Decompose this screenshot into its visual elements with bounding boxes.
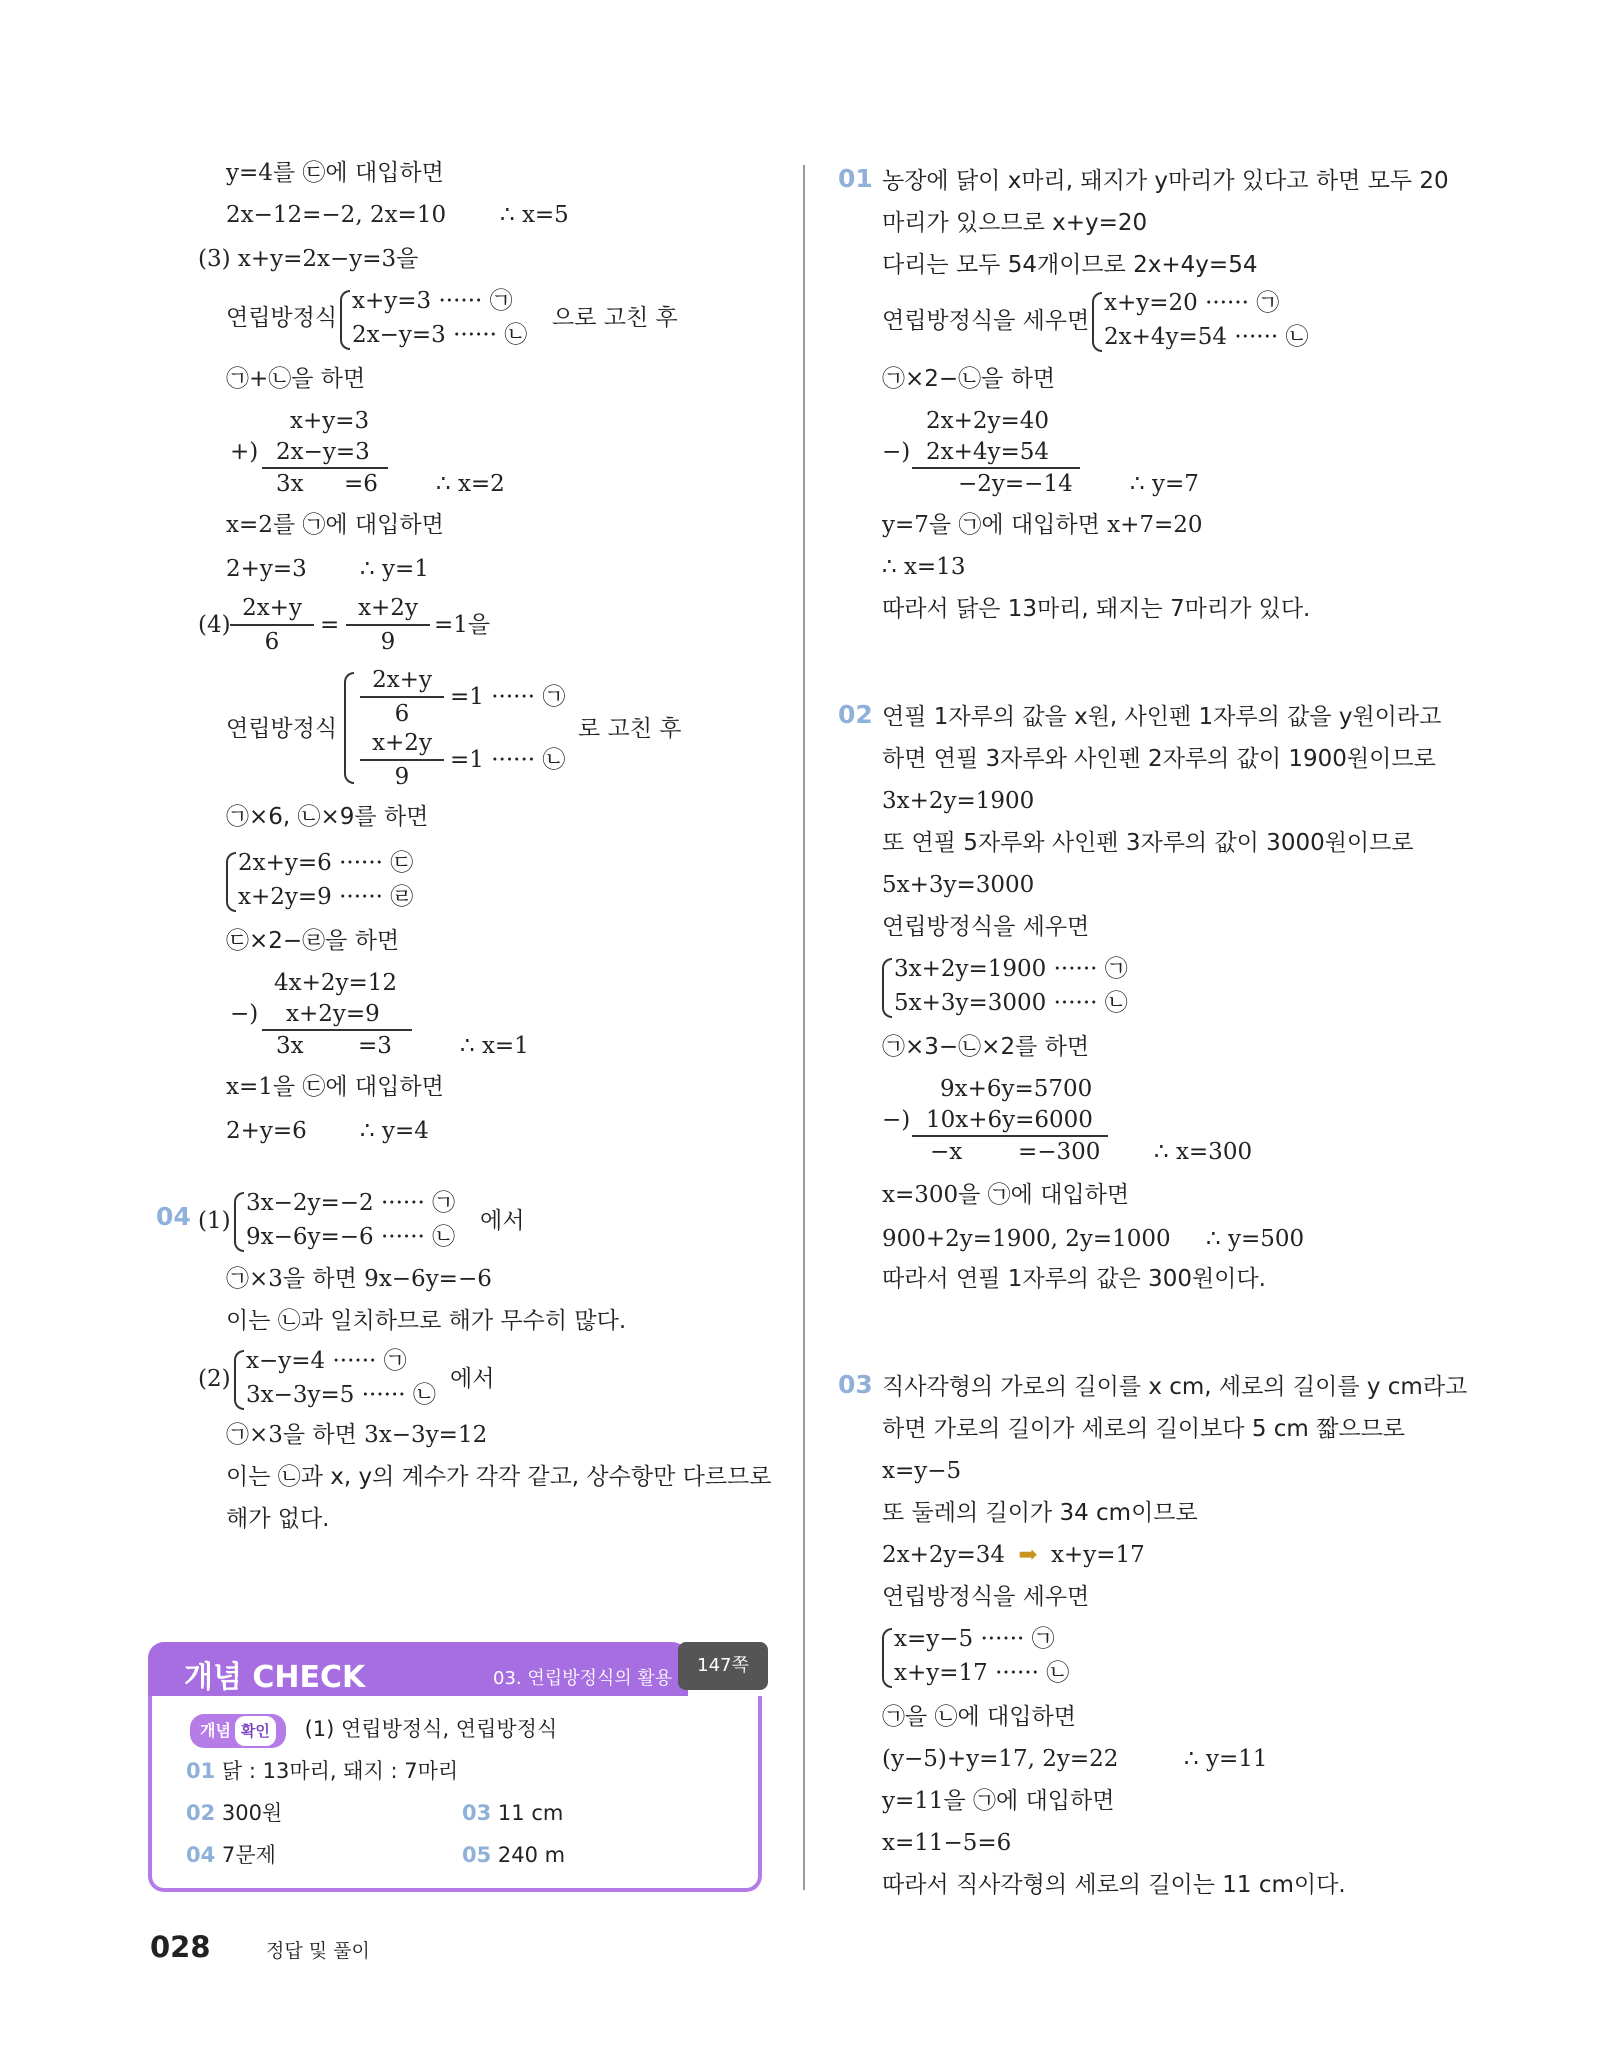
text-line: ㉠을 ㉡에 대입하면 <box>882 1704 1076 1730</box>
numerator: x+2y <box>358 595 418 621</box>
question-number: 04 <box>156 1202 191 1231</box>
equation: x+2y=9 ······ ㉣ <box>238 884 414 910</box>
equation: (y−5)+y=17, 2y=22 <box>882 1746 1119 1772</box>
check-number: 03 <box>462 1801 492 1825</box>
equation: 4x+2y=12 <box>274 970 398 996</box>
text-line: y=4를 ㉢에 대입하면 <box>226 160 444 186</box>
equation: x=y−5 <box>882 1458 962 1484</box>
system-brace <box>882 958 892 1018</box>
text-line: 직사각형의 가로의 길이를 x cm, 세로의 길이를 y cm라고 <box>882 1374 1468 1400</box>
equation: 3x+2y=1900 <box>882 788 1035 814</box>
equation: =6 <box>344 471 378 497</box>
check-item <box>186 1840 276 1870</box>
system-brace <box>234 1350 244 1410</box>
text-line: ∴ x=300 <box>1154 1139 1253 1165</box>
text-line: 2x−12=−2, 2x=10 <box>226 202 447 228</box>
equation: =1을 <box>434 612 491 638</box>
denominator: 6 <box>394 701 410 727</box>
text-line: (3) x+y=2x−y=3을 <box>198 246 419 272</box>
text-line: 연립방정식을 세우면 <box>882 914 1090 940</box>
system-brace <box>344 672 354 784</box>
operator: +) <box>230 439 259 465</box>
text-line: ㉠×2−㉡을 하면 <box>882 366 1056 392</box>
text-line: x=1을 ㉢에 대입하면 <box>226 1074 444 1100</box>
equation: 900+2y=1900, 2y=1000 <box>882 1226 1171 1252</box>
check-title: 개념 CHECK <box>184 1660 366 1695</box>
page-reference: 147쪽 <box>678 1642 768 1690</box>
equation: 2x+4y=54 ······ ㉡ <box>1104 324 1309 350</box>
text-line: ∴ y=1 <box>360 556 429 582</box>
arrow-icon: ➡ <box>1018 1542 1038 1568</box>
operator: −) <box>882 439 911 465</box>
system-brace <box>234 1192 244 1252</box>
text-line: 연립방정식 <box>226 716 338 742</box>
check-answer: 300원 <box>221 1801 283 1825</box>
text-line: ㉠×6, ㉡×9를 하면 <box>226 804 429 830</box>
question-number: 03 <box>838 1370 873 1399</box>
text-line: 연립방정식 <box>226 305 338 331</box>
check-answer: (1) 연립방정식, 연립방정식 <box>304 1717 558 1741</box>
text-line: x=2를 ㉠에 대입하면 <box>226 512 444 538</box>
confirm-badge: 확인 <box>235 1716 276 1746</box>
text-line: ∴ y=500 <box>1206 1226 1305 1252</box>
denominator: 9 <box>380 629 396 655</box>
text-line: 농장에 닭이 x마리, 돼지가 y마리가 있다고 하면 모두 20 <box>882 168 1449 194</box>
equation: 3x−3y=5 ······ ㉡ <box>246 1382 436 1408</box>
concept-check-box <box>148 1642 764 1892</box>
text-line: 따라서 직사각형의 세로의 길이는 11 cm이다. <box>882 1872 1346 1898</box>
text-line: 따라서 닭은 13마리, 돼지는 7마리가 있다. <box>882 596 1311 622</box>
text-line: y=11을 ㉠에 대입하면 <box>882 1788 1115 1814</box>
text-line: 또 둘레의 길이가 34 cm이므로 <box>882 1500 1198 1526</box>
equation: 3x <box>276 471 304 497</box>
equation: =1 ······ ㉡ <box>450 747 566 773</box>
text-line: ∴ x=5 <box>500 202 569 228</box>
section-label: 정답 및 풀이 <box>266 1940 370 1962</box>
system-brace <box>1092 292 1102 352</box>
text-line: ∴ x=2 <box>436 471 505 497</box>
denominator: 9 <box>394 764 410 790</box>
text-line: ㉠+㉡을 하면 <box>226 366 366 392</box>
text-line: 로 고친 후 <box>578 716 682 742</box>
fraction <box>360 666 444 728</box>
check-header <box>148 1642 688 1700</box>
question-number: 02 <box>838 700 873 729</box>
check-answer: 닭 : 13마리, 돼지 : 7마리 <box>221 1759 459 1783</box>
equation: =3 <box>358 1033 392 1059</box>
text-line: ∴ y=7 <box>1130 471 1199 497</box>
text-line: (4) <box>198 612 231 638</box>
text-line: 연립방정식을 세우면 <box>882 1584 1090 1610</box>
text-line: 2+y=3 <box>226 556 307 582</box>
equation: 2x−y=3 <box>276 439 370 465</box>
equation: 5x+3y=3000 <box>882 872 1035 898</box>
column-divider <box>803 165 805 1890</box>
text-line: 해가 없다. <box>226 1506 330 1532</box>
text-line: ∴ y=4 <box>360 1118 429 1144</box>
operator: −) <box>230 1001 259 1027</box>
text-line: 또 연필 5자루와 사인펜 3자루의 값이 3000원이므로 <box>882 830 1414 856</box>
check-item <box>186 1798 282 1828</box>
numerator: 2x+y <box>242 595 302 621</box>
equation: x+y=17 ······ ㉡ <box>894 1660 1070 1686</box>
equation: 3x+2y=1900 ······ ㉠ <box>894 956 1128 982</box>
check-item <box>462 1840 565 1870</box>
text-line: 2+y=6 <box>226 1118 307 1144</box>
equation: −x <box>930 1139 963 1165</box>
equation: 2x+y=6 ······ ㉢ <box>238 850 414 876</box>
concept-badge: 개념 확인 <box>190 1714 286 1748</box>
check-item <box>186 1756 458 1786</box>
denominator: 6 <box>264 629 280 655</box>
fraction-bar <box>360 696 444 698</box>
text-line: 이는 ㉡과 일치하므로 해가 무수히 많다. <box>226 1308 627 1334</box>
question-number: 01 <box>838 164 873 193</box>
text-line: 하면 연필 3자루와 사인펜 2자루의 값이 1900원이므로 <box>882 746 1436 772</box>
check-number: 04 <box>186 1843 216 1867</box>
equation: 9x+6y=5700 <box>940 1076 1093 1102</box>
equation: =1 ······ ㉠ <box>450 684 566 710</box>
fraction <box>360 729 444 791</box>
text-line: 마리가 있으므로 x+y=20 <box>882 210 1148 236</box>
text-line: ㉠×3을 하면 9x−6y=−6 <box>226 1266 492 1292</box>
check-subtitle: 03. 연립방정식의 활용 <box>493 1668 673 1689</box>
check-item <box>462 1798 563 1828</box>
fraction-bar <box>230 624 314 626</box>
text-line: 에서 <box>450 1366 495 1392</box>
equation: x+y=3 ······ ㉠ <box>352 288 513 314</box>
equation: 3x−2y=−2 ······ ㉠ <box>246 1190 456 1216</box>
system-brace <box>340 290 350 350</box>
equation: 2x+4y=54 <box>926 439 1050 465</box>
system-brace <box>882 1628 892 1688</box>
numerator: 2x+y <box>372 667 432 693</box>
text-line: ㉠×3을 하면 3x−3y=12 <box>226 1422 488 1448</box>
check-number: 01 <box>186 1759 216 1783</box>
fraction <box>346 594 430 656</box>
text-line: ∴ x=13 <box>882 554 966 580</box>
text-line: 다리는 모두 54개이므로 2x+4y=54 <box>882 252 1258 278</box>
text-line: 이는 ㉡과 x, y의 계수가 각각 같고, 상수항만 다르므로 <box>226 1464 772 1490</box>
text-line: 하면 가로의 길이가 세로의 길이보다 5 cm 짧으므로 <box>882 1416 1406 1442</box>
fraction-bar <box>346 624 430 626</box>
text-line: ㉢×2−㉣을 하면 <box>226 928 400 954</box>
equation: 9x−6y=−6 ······ ㉡ <box>246 1224 456 1250</box>
equation: 2x+2y=40 <box>926 408 1050 434</box>
equation: x=y−5 ······ ㉠ <box>894 1626 1055 1652</box>
fraction-bar <box>360 759 444 761</box>
text-line: 연립방정식을 세우면 <box>882 308 1090 334</box>
equation: x−y=4 ······ ㉠ <box>246 1348 407 1374</box>
check-answer: 240 m <box>497 1843 566 1867</box>
text-line: 으로 고친 후 <box>552 305 678 331</box>
check-body <box>148 1696 762 1892</box>
equation-left: 2x+2y=34 <box>882 1542 1006 1568</box>
text-line: 에서 <box>480 1208 525 1234</box>
text-line: ∴ x=1 <box>460 1033 529 1059</box>
equation-right: x+y=17 <box>1050 1542 1145 1568</box>
equation: 2x−y=3 ······ ㉡ <box>352 322 528 348</box>
equation: x+y=20 ······ ㉠ <box>1104 290 1280 316</box>
check-number: 05 <box>462 1843 492 1867</box>
text-line: y=7을 ㉠에 대입하면 x+7=20 <box>882 512 1203 538</box>
fraction <box>230 594 314 656</box>
text-line: (1) <box>198 1208 231 1234</box>
equation: =−300 <box>1018 1139 1101 1165</box>
check-number: 02 <box>186 1801 216 1825</box>
system-brace <box>226 852 236 912</box>
check-answer: 11 cm <box>497 1801 564 1825</box>
page-number: 028 <box>150 1930 211 1964</box>
text-line: (2) <box>198 1366 231 1392</box>
equation: −2y=−14 <box>958 471 1073 497</box>
check-item <box>190 1714 557 1748</box>
equation: = <box>320 612 340 638</box>
equation: 5x+3y=3000 ······ ㉡ <box>894 990 1128 1016</box>
text-line: 따라서 연필 1자루의 값은 300원이다. <box>882 1266 1266 1292</box>
check-answer: 7문제 <box>221 1843 276 1867</box>
text-line: ㉠×3−㉡×2를 하면 <box>882 1034 1090 1060</box>
equation: x+2y=9 <box>286 1001 380 1027</box>
numerator: x+2y <box>372 730 432 756</box>
text-line: ∴ y=11 <box>1184 1746 1268 1772</box>
text-line: x=300을 ㉠에 대입하면 <box>882 1182 1130 1208</box>
equation: x=11−5=6 <box>882 1830 1012 1856</box>
equation <box>882 1540 1145 1570</box>
equation: 3x <box>276 1033 304 1059</box>
equation: x+y=3 <box>290 408 370 434</box>
equation: 10x+6y=6000 <box>926 1107 1093 1133</box>
operator: −) <box>882 1107 911 1133</box>
text-line: 연필 1자루의 값을 x원, 사인펜 1자루의 값을 y원이라고 <box>882 704 1442 730</box>
